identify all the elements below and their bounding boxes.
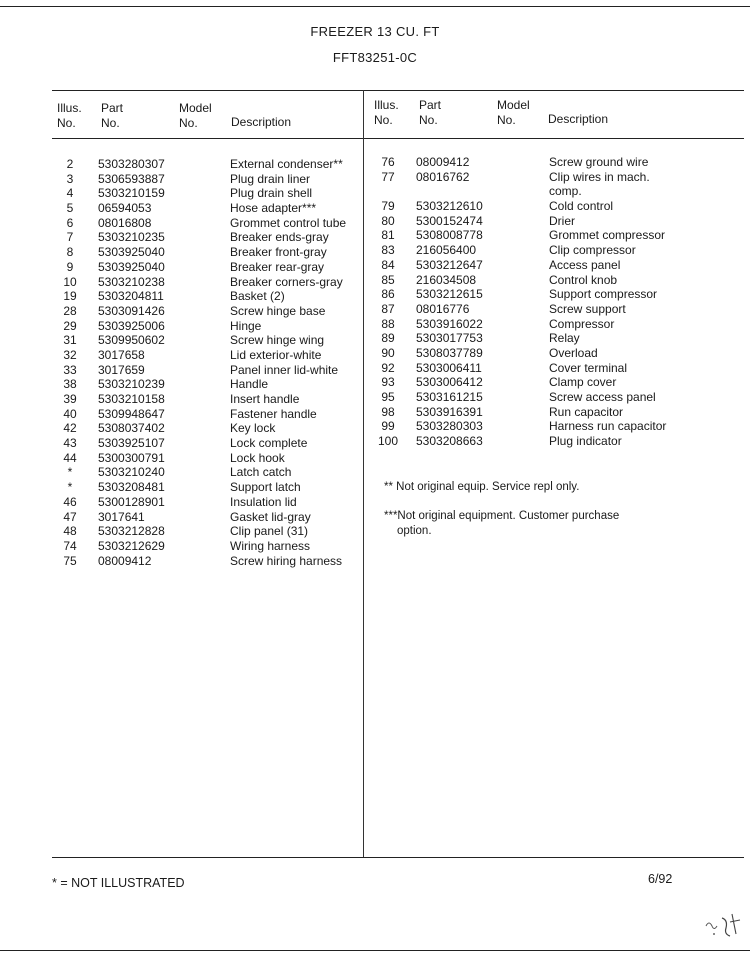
header-top-rule xyxy=(52,90,744,91)
right-row-part: 216034508 xyxy=(416,272,477,287)
right-row-part: 5303212610 xyxy=(416,199,483,214)
left-row-illus: 28 xyxy=(63,303,77,318)
left-row-part: 5303925040 xyxy=(98,245,165,260)
right-row-desc: Compressor xyxy=(549,316,615,331)
right-row-illus: 81 xyxy=(381,228,395,243)
left-row-desc: Lid exterior-white xyxy=(230,347,322,362)
left-row-illus: 44 xyxy=(63,450,77,465)
right-row-desc: Clip compressor xyxy=(549,243,636,258)
header-bottom-rule xyxy=(52,138,744,139)
left-row-part: 5303210240 xyxy=(98,465,165,480)
left-row-part: 3017658 xyxy=(98,347,145,362)
right-row-desc: Run capacitor xyxy=(549,404,624,419)
left-row-part: 08009412 xyxy=(98,553,152,568)
model-number: FFT83251-0C xyxy=(332,50,418,65)
left-row-desc: Breaker ends-gray xyxy=(230,230,329,245)
right-row-part: 08016776 xyxy=(416,301,470,316)
right-row-illus: 76 xyxy=(381,155,395,169)
right-row-illus: 90 xyxy=(381,345,395,360)
left-row-illus: 7 xyxy=(66,230,74,245)
right-row-part: 5303161215 xyxy=(416,390,483,404)
left-row-desc: External condenser** xyxy=(230,157,343,171)
left-row-part: 5303280307 xyxy=(98,157,165,171)
left-row-part: 5303925006 xyxy=(98,318,165,333)
right-row-illus: 84 xyxy=(381,257,395,272)
left-row-part: 5303210239 xyxy=(98,377,165,392)
left-row-desc: Key lock xyxy=(230,421,276,436)
left-row-desc: Handle xyxy=(230,377,269,392)
left-row-part: 5303212828 xyxy=(98,524,165,539)
right-row-illus xyxy=(374,184,402,199)
not-illustrated-legend: * = NOT ILLUSTRATED xyxy=(52,876,185,890)
right-row-illus: 99 xyxy=(381,419,395,434)
left-row-desc: Hose adapter*** xyxy=(230,201,317,216)
right-row-part: 08016762 xyxy=(416,169,470,184)
left-header-model: Model No. xyxy=(179,101,212,130)
right-row-desc: Screw support xyxy=(549,301,626,316)
left-row-part: 08016808 xyxy=(98,215,152,230)
left-row-illus: 2 xyxy=(66,157,74,171)
left-row-part: 3017641 xyxy=(98,509,145,524)
right-row-illus: 88 xyxy=(381,316,395,331)
right-desc-column xyxy=(549,155,666,449)
right-row-desc: Control knob xyxy=(549,272,618,287)
right-illus-column xyxy=(374,155,402,449)
revision-date: 6/92 xyxy=(648,872,673,886)
left-row-part: 3017659 xyxy=(98,362,145,377)
left-row-illus: 47 xyxy=(63,509,77,524)
right-row-part: 5303208663 xyxy=(416,434,483,449)
left-row-part: 06594053 xyxy=(98,201,152,216)
left-row-desc: Clip panel (31) xyxy=(230,524,309,539)
right-row-desc: Cover terminal xyxy=(549,360,628,375)
right-header-desc: Description xyxy=(548,112,609,126)
left-row-illus: 38 xyxy=(63,377,77,392)
column-divider xyxy=(363,90,364,858)
scan-edge-line xyxy=(0,0,750,7)
right-row-desc: Screw access panel xyxy=(549,390,656,404)
right-row-desc: Harness run capacitor xyxy=(549,419,667,434)
right-row-desc: Clip wires in mach. xyxy=(549,169,650,184)
left-row-illus: 43 xyxy=(63,436,77,451)
page-bottom-rule xyxy=(0,950,750,951)
left-row-illus: 10 xyxy=(63,274,77,289)
left-row-desc: Wiring harness xyxy=(230,538,311,553)
left-row-part: 5303212629 xyxy=(98,538,165,553)
right-header-part: Part No. xyxy=(419,98,442,127)
page-title: FREEZER 13 CU. FT xyxy=(310,24,440,39)
left-row-part: 5306593887 xyxy=(98,171,165,186)
left-row-desc: Gasket lid-gray xyxy=(230,509,311,524)
left-row-part: 5300300791 xyxy=(98,450,165,465)
left-row-illus: 40 xyxy=(63,406,77,421)
note-customer-purchase-line2: option. xyxy=(397,525,432,537)
left-row-desc: Fastener handle xyxy=(230,406,317,421)
note-customer-purchase xyxy=(384,509,619,539)
note-not-original-service: ** Not original equip. Service repl only. xyxy=(384,481,580,493)
left-row-part: 5303925107 xyxy=(98,436,165,451)
left-header-illus: Illus. No. xyxy=(57,101,82,130)
left-row-illus: * xyxy=(67,465,73,480)
left-row-illus: 33 xyxy=(63,362,77,377)
right-row-part: 5308008778 xyxy=(416,228,483,243)
left-row-desc: Insulation lid xyxy=(230,494,297,509)
right-row-desc: Plug indicator xyxy=(549,434,622,449)
right-header-illus: Illus. No. xyxy=(374,98,399,127)
right-header-model: Model No. xyxy=(497,98,530,127)
left-row-part: 5303210235 xyxy=(98,230,165,245)
right-row-illus: 83 xyxy=(381,243,395,258)
left-row-desc: Grommet control tube xyxy=(230,215,347,230)
left-illus-column xyxy=(56,157,84,568)
left-row-desc: Lock hook xyxy=(230,450,285,465)
right-row-illus: 95 xyxy=(381,390,395,404)
right-row-part: 08009412 xyxy=(416,155,470,169)
left-row-illus: 46 xyxy=(63,494,77,509)
left-row-desc: Screw hinge wing xyxy=(230,333,325,348)
right-row-desc: Drier xyxy=(549,213,575,228)
left-row-part: 5303210158 xyxy=(98,392,165,406)
left-header-part: Part No. xyxy=(101,101,124,130)
left-row-illus: 74 xyxy=(63,538,77,553)
left-header-desc: Description xyxy=(231,115,292,129)
left-desc-column xyxy=(230,157,346,568)
left-row-part: 5303204811 xyxy=(98,289,164,304)
note-customer-purchase-line1: ***Not original equipment. Customer purchase xyxy=(384,510,620,522)
right-row-desc: Support compressor xyxy=(549,287,658,302)
right-row-part: 5308037789 xyxy=(416,345,483,360)
left-row-illus: 5 xyxy=(66,201,74,216)
left-row-illus: 19 xyxy=(63,289,77,304)
right-row-illus: 100 xyxy=(377,434,399,449)
left-row-illus: 75 xyxy=(63,553,77,568)
left-row-part: 5303208481 xyxy=(98,480,165,495)
left-row-illus: 42 xyxy=(63,421,77,436)
right-row-desc: Overload xyxy=(549,345,598,360)
right-row-illus: 98 xyxy=(381,404,395,419)
right-row-desc: Access panel xyxy=(549,257,621,272)
left-row-desc: Basket (2) xyxy=(230,289,285,304)
right-row-part: 5303212647 xyxy=(416,257,483,272)
left-row-illus: 9 xyxy=(66,259,74,274)
right-row-illus: 87 xyxy=(381,301,395,316)
left-row-part: 5303091426 xyxy=(98,303,165,318)
left-row-part: 5300128901 xyxy=(98,494,165,509)
right-row-part: 5303280303 xyxy=(416,419,483,434)
right-row-illus: 92 xyxy=(381,360,395,375)
left-row-desc: Latch catch xyxy=(230,465,292,480)
right-row-part: 5303212615 xyxy=(416,287,483,302)
left-row-illus: 4 xyxy=(66,186,74,201)
left-row-illus: * xyxy=(67,480,73,495)
right-row-part: 5303916391 xyxy=(416,404,483,419)
left-row-part: 5308037402 xyxy=(98,421,165,436)
right-row-illus: 85 xyxy=(381,272,395,287)
right-row-part xyxy=(416,184,483,199)
right-row-illus: 79 xyxy=(381,199,395,214)
right-row-desc: Grommet compressor xyxy=(549,228,666,243)
right-row-desc: Relay xyxy=(549,331,580,346)
right-row-part: 5303916022 xyxy=(416,316,483,331)
right-part-column xyxy=(416,155,483,449)
right-row-part: 5303006412 xyxy=(416,375,483,390)
left-row-part: 5309948647 xyxy=(98,406,165,421)
left-part-column xyxy=(98,157,165,568)
left-row-part: 5303925040 xyxy=(98,259,165,274)
right-row-part: 5300152474 xyxy=(416,213,483,228)
left-row-illus: 3 xyxy=(66,171,74,186)
right-row-desc: Clamp cover xyxy=(549,375,617,390)
left-row-desc: Lock complete xyxy=(230,436,308,451)
left-row-desc: Breaker corners-gray xyxy=(230,274,343,289)
right-row-illus: 80 xyxy=(381,213,395,228)
right-row-part: 216056400 xyxy=(416,243,477,258)
left-row-desc: Screw hinge base xyxy=(230,303,326,318)
left-row-desc: Breaker rear-gray xyxy=(230,259,325,274)
left-row-part: 5309950602 xyxy=(98,333,165,348)
table-bottom-rule xyxy=(52,857,744,858)
left-row-illus: 6 xyxy=(66,215,74,230)
left-row-desc: Plug drain shell xyxy=(230,186,313,201)
left-row-illus: 39 xyxy=(63,392,77,406)
handwritten-mark-icon xyxy=(700,908,746,940)
left-row-desc: Panel inner lid-white xyxy=(230,362,339,377)
right-row-part: 5303006411 xyxy=(416,360,482,375)
left-row-illus: 31 xyxy=(63,333,77,348)
right-row-desc: comp. xyxy=(549,184,582,199)
left-row-desc: Hinge xyxy=(230,318,262,333)
right-row-desc: Screw ground wire xyxy=(549,155,649,169)
left-row-illus: 32 xyxy=(63,347,77,362)
left-row-desc: Screw hiring harness xyxy=(230,553,343,568)
right-row-part: 5303017753 xyxy=(416,331,483,346)
right-row-illus: 93 xyxy=(381,375,395,390)
right-row-illus: 86 xyxy=(381,287,395,302)
left-row-part: 5303210238 xyxy=(98,274,165,289)
right-row-illus: 89 xyxy=(381,331,395,346)
left-row-desc: Insert handle xyxy=(230,392,300,406)
left-row-illus: 48 xyxy=(63,524,77,539)
right-row-illus: 77 xyxy=(381,169,395,184)
right-row-desc: Cold control xyxy=(549,199,614,214)
left-row-desc: Breaker front-gray xyxy=(230,245,327,260)
left-row-illus: 29 xyxy=(63,318,77,333)
left-row-desc: Plug drain liner xyxy=(230,171,311,186)
left-row-desc: Support latch xyxy=(230,480,301,495)
left-row-part: 5303210159 xyxy=(98,186,165,201)
left-row-illus: 8 xyxy=(66,245,74,260)
